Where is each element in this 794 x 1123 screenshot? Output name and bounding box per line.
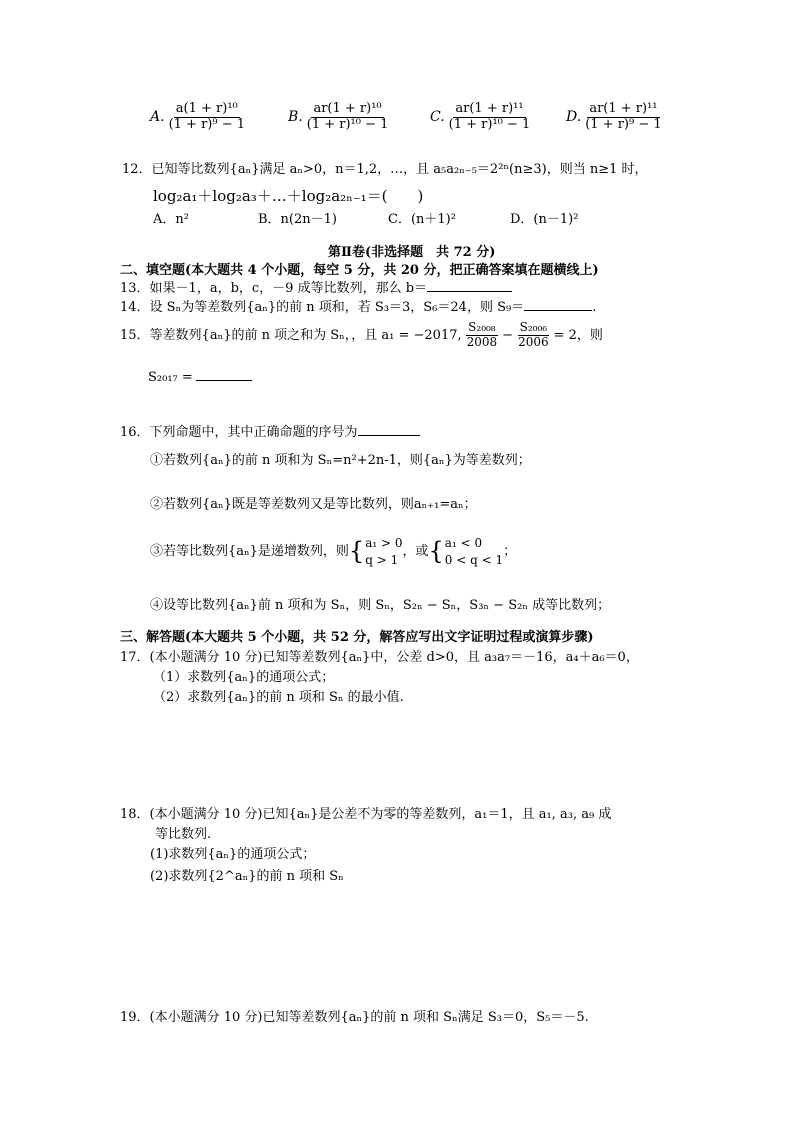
q16-item-2: ②若数列{aₙ}既是等差数列又是等比数列，则aₙ₊₁=aₙ； [150, 497, 477, 512]
q13-text: 13．如果－1，a，b，c，－9 成等比数列，那么 b＝ [120, 281, 428, 296]
q12-stem: 12．已知等比数列{aₙ}满足 aₙ>0，n＝1,2，…，且 a₅a₂ₙ₋₅＝2²ⁿ(n≥3)，则当 n≥1 时， [122, 162, 648, 177]
fraction-numerator: S₂₀₀₈ [468, 320, 496, 334]
q15-answer-blank[interactable] [196, 380, 252, 381]
option-label: A. [150, 109, 165, 126]
q16-system-2 [429, 535, 504, 569]
q18-part-1: (1)求数列{aₙ}的通项公式； [150, 847, 316, 862]
fraction-numerator: a(1 + r)¹⁰ [175, 101, 238, 116]
fraction-denominator: (1 + r)⁹ − 1 [585, 116, 662, 132]
q17-part-2: （2）求数列{aₙ}的前 n 项和 Sₙ 的最小值. [153, 690, 404, 705]
q15-minus: − [502, 327, 514, 343]
fraction-numerator: S₂₀₀₆ [519, 320, 548, 334]
q12-expression: log₂a₁＋log₂a₃＋…＋log₂a₂ₙ₋₁＝( ) [153, 187, 424, 205]
q13-answer-blank[interactable] [427, 291, 512, 292]
q11-option-c [430, 102, 532, 133]
system-line: 0 < q < 1 [444, 552, 504, 567]
q17-part-1: （1）求数列{aₙ}的通项公式； [153, 670, 335, 685]
fraction-denominator: (1 + r)¹⁰ − 1 [448, 116, 531, 132]
q17-stem: 17．(本小题满分 10 分)已知等差数列{aₙ}中，公差 d>0，且 a₃a₇＝－16，a₄＋a₆＝0， [120, 650, 639, 665]
q14-answer-blank[interactable] [524, 310, 592, 311]
option-fraction [167, 102, 247, 133]
q14-line [120, 300, 596, 316]
q11-option-a [150, 102, 247, 133]
fraction-numerator: ar(1 + r)¹¹ [589, 101, 658, 116]
brace-icon: { [348, 537, 365, 566]
section3-title: 三、解答题(本大题共 5 个小题，共 52 分，解答应写出文字证明过程或演算步骤) [120, 630, 594, 645]
q14-period: . [592, 300, 597, 315]
q12-option-d: D．(n－1)² [510, 212, 579, 227]
option-fraction [583, 102, 663, 133]
q15-answer-label: S₂₀₁₇ = [148, 370, 193, 385]
q12-option-c: C．(n＋1)² [388, 212, 456, 227]
q16-item-1: ①若数列{aₙ}的前 n 项和为 Sₙ=n²+2n-1，则{aₙ}为等差数列； [150, 453, 531, 468]
option-label: C. [430, 109, 445, 126]
q15-suffix: = 2，则 [553, 327, 603, 343]
q16-answer-blank[interactable] [358, 435, 420, 436]
part2-title: 第Ⅱ卷(非选择题 共 72 分) [328, 245, 496, 260]
q15-prefix: 15．等差数列{aₙ}的前 n 项之和为 Sₙ，，且 a₁ = −2017, [120, 327, 462, 343]
brace-icon: { [428, 537, 444, 566]
section2-title: 二、填空题(本大题共 4 个小题，每空 5 分，共 20 分，把正确答案填在题横线上) [120, 263, 599, 278]
option-fraction [305, 102, 391, 133]
q16-stem-line [120, 425, 420, 441]
system-line: a₁ > 0 [365, 536, 403, 550]
q12-option-a: A．n² [153, 212, 189, 227]
q18-stem-continued: 等比数列. [155, 827, 212, 842]
q15-answer-line [148, 370, 252, 386]
q14-text: 14．设 Sₙ为等差数列{aₙ}的前 n 项和，若 S₃＝3，S₆＝24，则 S₉＝ [120, 300, 525, 315]
q16-system-1 [349, 535, 403, 569]
q18-stem: 18．(本小题满分 10 分)已知{aₙ}是公差不为零的等差数列，a₁＝1，且 a₁, a₃, a₉ 成 [120, 807, 612, 822]
q16-item-3-end: ； [503, 544, 517, 559]
q16-item-3-prefix: ③若等比数列{aₙ}是递增数列，则 [150, 544, 349, 559]
fraction-denominator: 2006 [518, 334, 549, 349]
q13-line [120, 281, 512, 297]
fraction-numerator: ar(1 + r)¹¹ [455, 101, 524, 116]
fraction-denominator: (1 + r)⁹ − 1 [168, 116, 245, 132]
fraction-denominator: 2008 [466, 334, 498, 349]
fraction-denominator: (1 + r)¹⁰ − 1 [306, 116, 389, 132]
q15-fraction-2 [516, 321, 551, 350]
option-label: B. [288, 109, 303, 126]
q11-option-d [566, 102, 664, 133]
option-fraction [447, 102, 533, 133]
system-line: q > 1 [365, 552, 399, 567]
fraction-numerator: ar(1 + r)¹⁰ [313, 101, 382, 116]
q11-option-b [288, 102, 390, 133]
option-label: D. [566, 109, 582, 126]
q18-part-2: (2)求数列{2^aₙ}的前 n 项和 Sₙ [150, 869, 344, 884]
q16-item-3 [150, 535, 516, 569]
q15-line [120, 321, 603, 350]
system-line: a₁ < 0 [444, 536, 483, 550]
q12-option-b: B．n(2n－1) [258, 212, 337, 227]
q16-stem: 16．下列命题中，其中正确命题的序号为 [120, 425, 358, 440]
q15-fraction-1 [465, 321, 500, 350]
q16-item-4: ④设等比数列{aₙ}前 n 项和为 Sₙ，则 Sₙ，S₂ₙ − Sₙ，S₃ₙ − S₂ₙ 成等比数列； [150, 598, 611, 613]
q19-stem: 19．(本小题满分 10 分)已知等差数列{aₙ}的前 n 项和 Sₙ满足 S₃＝0，S₅＝－5. [120, 1010, 589, 1025]
q16-item-3-mid: ，或 [402, 544, 429, 559]
